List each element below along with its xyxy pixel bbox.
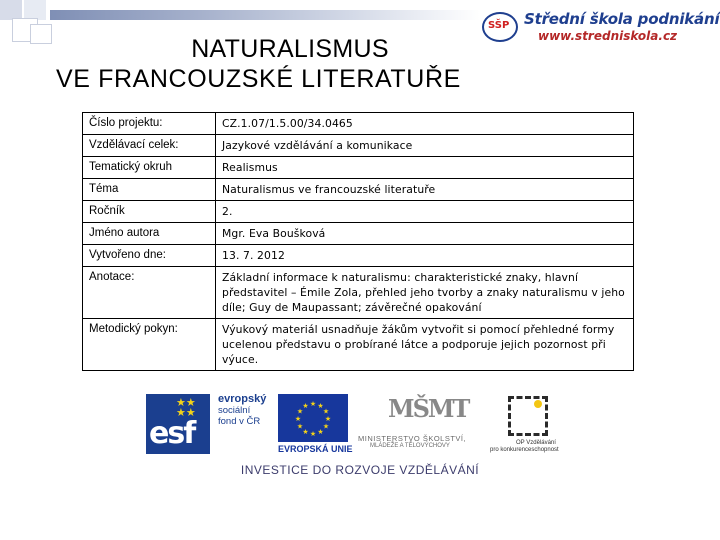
msmt-logo: [358, 394, 478, 450]
esf-logo: [146, 394, 210, 454]
esf-caption: [218, 394, 276, 456]
eu-star-icon: ★: [322, 423, 330, 431]
msmt-caption-line2: MLÁDEŽE A TĚLOVÝCHOVY: [370, 443, 450, 449]
info-value: 2.: [216, 201, 634, 223]
info-row: [83, 135, 634, 157]
esf-caption-line3: fond v ČR: [218, 416, 261, 427]
esf-caption-line1: evropský: [218, 393, 267, 405]
eu-star-icon: ★: [317, 428, 324, 436]
eu-star-icon: ★: [309, 431, 317, 438]
op-dot-icon: [534, 400, 542, 408]
school-name: Střední škola podnikání: [524, 10, 720, 28]
info-key: Tematický okruh: [83, 157, 216, 179]
eu-star-icon: ★: [296, 423, 304, 431]
info-row: [83, 157, 634, 179]
eu-star-icon: ★: [322, 408, 330, 416]
msmt-caption-line1: MINISTERSTVO ŠKOLSTVÍ,: [358, 434, 467, 443]
info-key: Vytvořeno dne:: [83, 245, 216, 267]
op-vzdelavani-logo: [490, 394, 576, 454]
eu-star-icon: ★: [294, 416, 302, 423]
eu-label: EVROPSKÁ UNIE: [278, 444, 353, 454]
esf-caption-line2: sociální: [218, 405, 251, 416]
info-row: [83, 223, 634, 245]
eu-star-icon: ★: [317, 403, 324, 411]
eu-stars-icon: [278, 394, 348, 442]
eu-star-icon: ★: [296, 408, 304, 416]
op-frame-icon: [508, 396, 548, 436]
info-value: Naturalismus ve francouzské literatuře: [216, 179, 634, 201]
info-row: [83, 201, 634, 223]
info-key: Ročník: [83, 201, 216, 223]
info-value: Realismus: [216, 157, 634, 179]
eu-star-icon: ★: [309, 401, 317, 408]
op-caption-line2: pro konkurenceschopnost: [490, 447, 559, 453]
page-title-line1: NATURALISMUS: [191, 35, 389, 63]
info-key: Anotace:: [83, 267, 216, 319]
op-caption-line1: OP Vzdělávání: [516, 440, 556, 446]
info-key: Metodický pokyn:: [83, 319, 216, 371]
info-value: Jazykové vzdělávání a komunikace: [216, 135, 634, 157]
info-value: Mgr. Eva Boušková: [216, 223, 634, 245]
info-value: Základní informace k naturalismu: charakteristické znaky, hlavní představitel – Émile Zola, přehled jeho tvorby a znaky naturalismu v jeho díle; Guy de Maupassant; závěrečné opakování: [216, 267, 634, 319]
deco-square: [0, 0, 22, 20]
investice-slogan: INVESTICE DO ROZVOJE VZDĚLÁVÁNÍ: [240, 463, 480, 477]
esf-stars-icon: ★★ ★★: [176, 397, 196, 419]
info-row: [83, 179, 634, 201]
deco-square: [24, 0, 46, 20]
info-row: [83, 113, 634, 135]
project-info-table: [82, 112, 634, 371]
info-key: Číslo projektu:: [83, 113, 216, 135]
info-key: Jméno autora: [83, 223, 216, 245]
header-gradient-bar: [50, 10, 480, 20]
info-value: Výukový materiál usnadňuje žákům vytvořit si pomocí přehledné formy ucelenou představu o probírané látce a podporuje jejich pozornost při výuce.: [216, 319, 634, 371]
page-title-line2: VE FRANCOUZSKÉ LITERATUŘE: [56, 65, 461, 93]
school-url: www.stredniskola.cz: [538, 29, 678, 43]
school-logo-badge-text: SŠP: [488, 20, 510, 31]
info-row: [83, 267, 634, 319]
info-row: [83, 245, 634, 267]
esf-mark: esf: [149, 416, 195, 451]
eu-star-icon: ★: [302, 428, 309, 436]
msmt-mark: MŠMT: [388, 394, 469, 423]
eu-star-icon: ★: [324, 416, 332, 423]
eu-flag-logo: [278, 394, 348, 442]
info-row: [83, 319, 634, 371]
info-key: Téma: [83, 179, 216, 201]
info-value: 13. 7. 2012: [216, 245, 634, 267]
eu-star-icon: ★: [302, 403, 309, 411]
info-value: CZ.1.07/1.5.00/34.0465: [216, 113, 634, 135]
info-key: Vzdělávací celek:: [83, 135, 216, 157]
